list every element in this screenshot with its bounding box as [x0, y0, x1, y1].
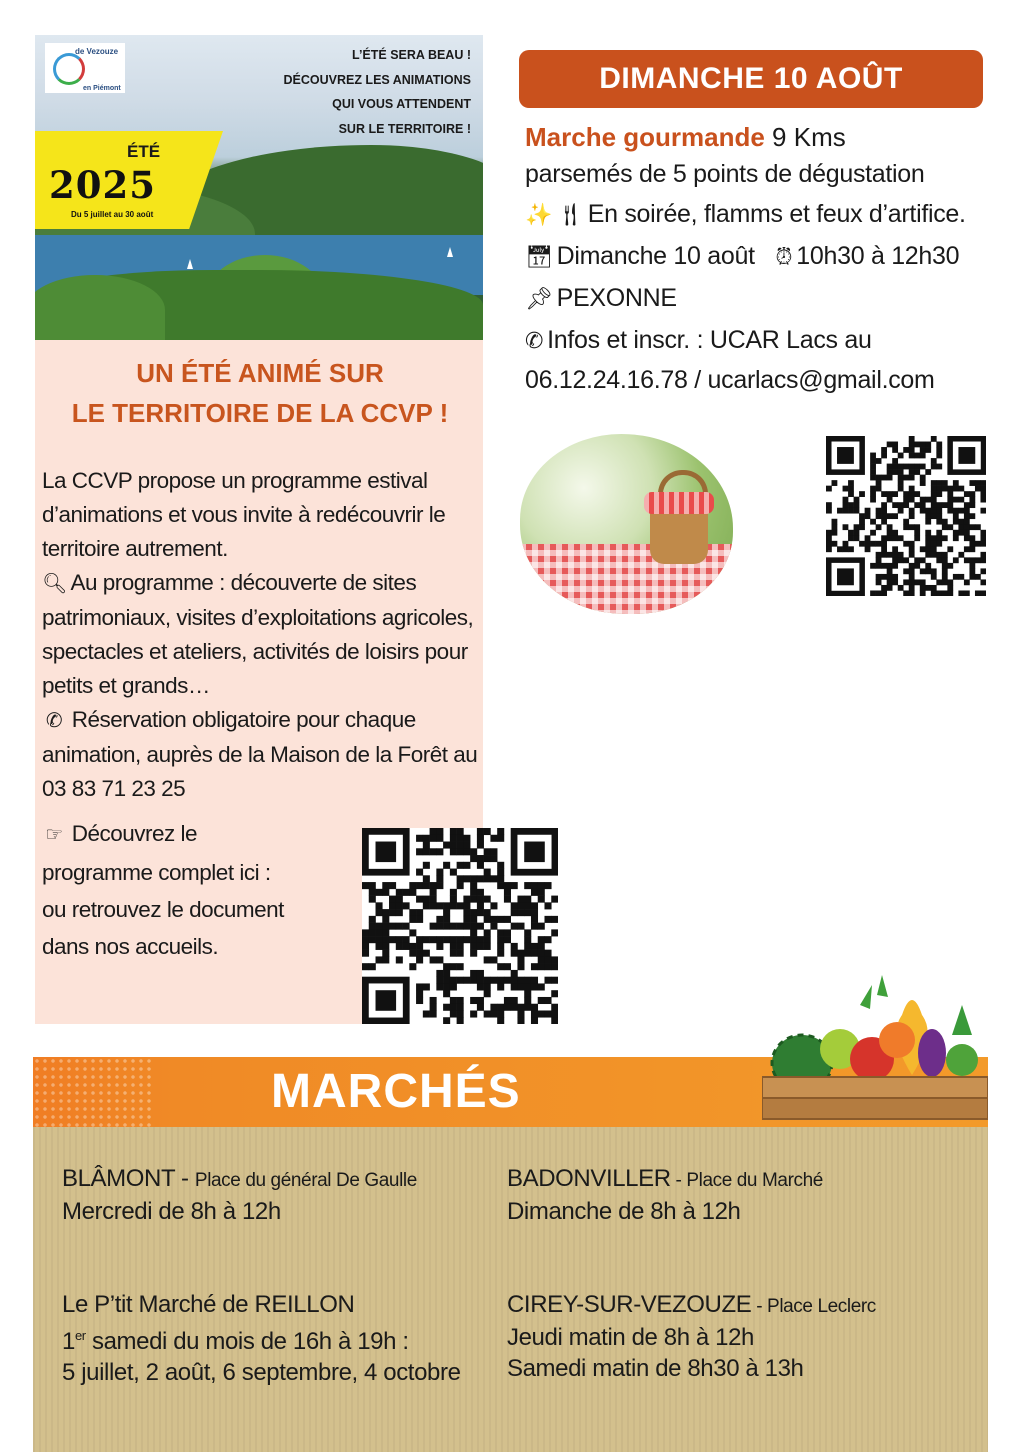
markets-title: MARCHÉS [271, 1065, 521, 1118]
poster-dates: Du 5 juillet au 30 août [71, 210, 154, 219]
cutlery-icon: 🍴︎ [556, 202, 584, 227]
poster-tagline: L’ÉTÉ SERA BEAU ! DÉCOUVREZ LES ANIMATIONS QUI VOUS ATTENDENT SUR LE TERRITOIRE ! [283, 48, 471, 136]
vegetable-crate-illustration [762, 975, 988, 1125]
program-cta: ☞ Découvrez le programme complet ici : ou retrouvez le document dans nos accueils. [42, 815, 342, 965]
event-date-banner: DIMANCHE 10 AOÛT [519, 50, 983, 108]
event-contact[interactable]: 06.12.24.16.78 / ucarlacs@gmail.com [525, 366, 935, 394]
calendar-icon: 📅︎ [525, 244, 553, 269]
event-evening: ✨ 🍴︎ En soirée, flamms et feux d’artifice. [525, 200, 966, 228]
event-schedule: 📅︎ Dimanche 10 août ⏰︎ 10h30 à 12h30 [525, 242, 960, 270]
event-info: ✆ Infos et inscr. : UCAR Lacs au [525, 326, 872, 354]
poster-season: ÉTÉ [127, 142, 161, 161]
magnifier-icon: 🔍︎ [42, 573, 67, 595]
poster-year: 2025 [49, 163, 156, 207]
intro-body: La CCVP propose un programme estival d’animations et vous invite à redécouvrir le territoire autrement. 🔍︎ Au programme : découverte de sites patrimoniaux, visites d’exploitations agricoles, spectacles et ateliers, activités de loisirs pour petits et grands… ✆ Réservation obligatoire pour chaque animation, auprès de la Maison de la Forêt au 03 83 71 23 25 [42, 468, 478, 801]
ccvp-logo: de Vezouze en Piémont [45, 43, 125, 93]
picnic-photo [520, 434, 733, 614]
event-location: 📌︎ PEXONNE [525, 284, 677, 312]
market-reillon: Le P’tit Marché de REILLON 1er samedi du mois de 16h à 19h : 5 juillet, 2 août, 6 septembre, 4 octobre [62, 1291, 461, 1386]
phone-icon: ✆ [45, 710, 63, 732]
pointing-hand-icon: ☞ [45, 824, 63, 846]
market-badonviller: BADONVILLER - Place du Marché Dimanche de 8h à 12h [507, 1165, 823, 1225]
sparkles-icon: ✨ [525, 202, 553, 227]
program-qr-code[interactable] [362, 828, 558, 1024]
event-qr-code[interactable] [826, 436, 986, 596]
market-cirey-sur-vezouze: CIREY-SUR-VEZOUZE - Place Leclerc Jeudi matin de 8h à 12h Samedi matin de 8h30 à 13h [507, 1291, 876, 1382]
pin-icon: 📌︎ [525, 286, 553, 311]
summer-poster [35, 35, 483, 340]
market-blamont: BLÂMONT - Place du général De Gaulle Mercredi de 8h à 12h [62, 1165, 417, 1225]
event-title: Marche gourmande 9 Kms [525, 122, 846, 152]
alarm-clock-icon: ⏰︎ [775, 244, 793, 269]
event-description: parsemés de 5 points de dégustation [525, 160, 925, 188]
intro-title: UN ÉTÉ ANIMÉ SUR LE TERRITOIRE DE LA CCVP ! [71, 358, 449, 428]
phone-icon: ✆ [525, 328, 544, 353]
